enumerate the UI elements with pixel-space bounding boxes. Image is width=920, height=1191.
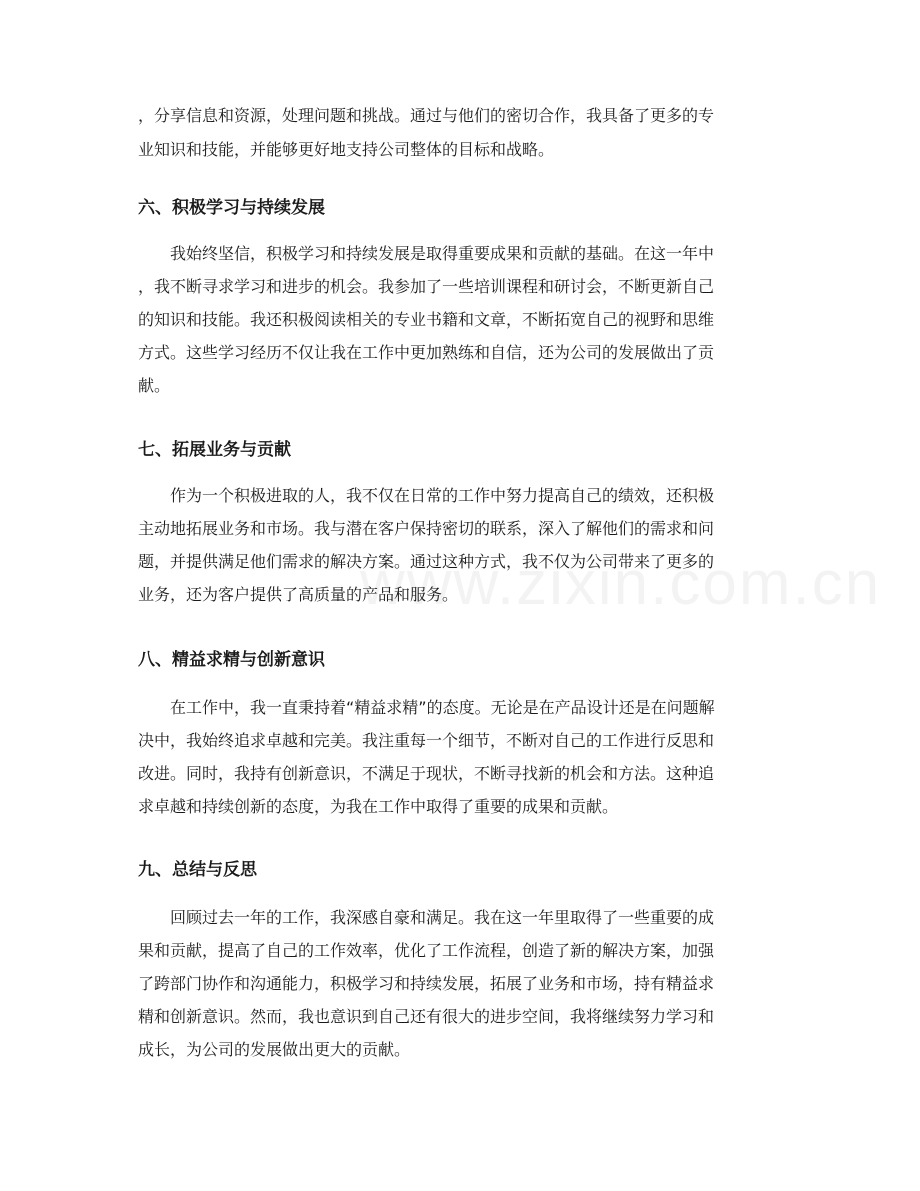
text-line: 我始终坚信，积极学习和持续发展是取得重要成果和贡献的基础。在这一年中 — [170, 244, 715, 263]
text-line: 作为一个积极进取的人，我不仅在日常的工作中努力提高自己的绩效，还积极 — [170, 486, 715, 505]
section-heading-6: 六、积极学习与持续发展 — [138, 198, 325, 218]
text-line: ，我不断寻求学习和进步的机会。我参加了一些培训课程和研讨会，不断更新自己 — [138, 277, 715, 296]
paragraph-section-7 — [138, 482, 714, 609]
paragraph-section-9 — [138, 904, 714, 1064]
paragraph-section-8 — [138, 694, 715, 821]
text-line: 成长，为公司的发展做出更大的贡献。 — [138, 1040, 411, 1059]
text-line: 精和创新意识。然而，我也意识到自己还有很大的进步空间，我将继续努力学习和 — [138, 1007, 715, 1026]
text-line: 改进。同时，我持有创新意识，不满足于现状，不断寻找新的机会和方法。这种追 — [138, 764, 715, 783]
text-line: 主动地拓展业务和市场。我与潜在客户保持密切的联系，深入了解他们的需求和问 — [138, 519, 715, 538]
section-heading-9: 九、总结与反思 — [138, 860, 257, 880]
section-heading-8: 八、精益求精与创新意识 — [138, 650, 325, 670]
text-line: 的知识和技能。我还积极阅读相关的专业书籍和文章，不断拓宽自己的视野和思维 — [138, 310, 715, 329]
text-line: 业知识和技能，并能够更好地支持公司整体的目标和战略。 — [138, 140, 555, 159]
text-line: 了跨部门协作和沟通能力，积极学习和持续发展，拓展了业务和市场，持有精益求 — [138, 974, 715, 993]
text-line: 在工作中，我一直秉持着“精益求精”的态度。无论是在产品设计还是在问题解 — [170, 698, 715, 717]
text-line: 方式。这些学习经历不仅让我在工作中更加熟练和自信，还为公司的发展做出了贡 — [138, 343, 715, 362]
paragraph-continuation — [138, 102, 714, 164]
text-line: 题，并提供满足他们需求的解决方案。通过这种方式，我不仅为公司带来了更多的 — [138, 552, 715, 571]
text-line: 献。 — [138, 376, 171, 395]
text-line: 果和贡献，提高了自己的工作效率，优化了工作流程，创造了新的解决方案，加强 — [138, 941, 715, 960]
text-line: 业务，还为客户提供了高质量的产品和服务。 — [138, 585, 459, 604]
text-line: ，分享信息和资源，处理问题和挑战。通过与他们的密切合作，我具备了更多的专 — [138, 106, 715, 125]
text-line: 求卓越和持续创新的态度，为我在工作中取得了重要的成果和贡献。 — [138, 797, 619, 816]
section-heading-7: 七、拓展业务与贡献 — [138, 440, 291, 460]
text-line: 决中，我始终追求卓越和完美。我注重每一个细节，不断对自己的工作进行反思和 — [138, 731, 715, 750]
paragraph-section-6 — [138, 240, 714, 400]
text-line: 回顾过去一年的工作，我深感自豪和满足。我在这一年里取得了一些重要的成 — [170, 908, 715, 927]
